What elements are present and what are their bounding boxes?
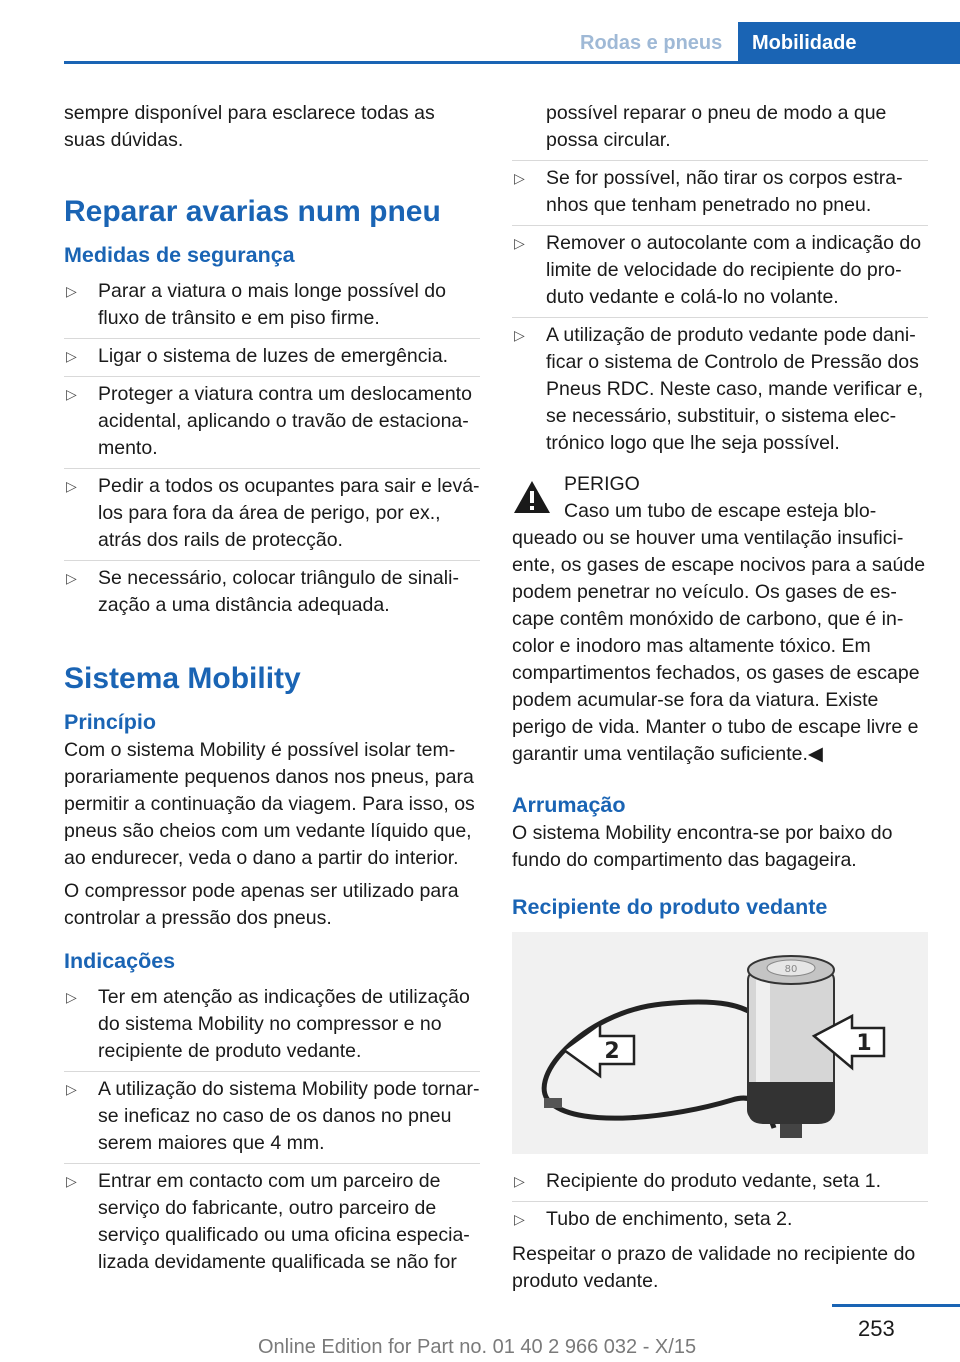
heading-mobility: Sistema Mobility [64,662,301,695]
triangle-right-icon: ▷ [514,170,525,186]
sealant-container-figure [512,932,928,1154]
list-item: ▷ Remover o autocolante com a indicação do limite de velocidade do recipiente do produto vedante e colá-lo no volante. [512,226,928,318]
heading-repair: Reparar avarias num pneu [64,195,441,228]
list-item: possível reparar o pneu de modo a que possa circular. [512,100,928,161]
arrow-1-label: 1 [856,1031,872,1056]
sealant-kit-illustration [512,932,928,1154]
arrow-2-icon [564,1024,634,1076]
left-column [64,100,480,1290]
triangle-right-icon: ▷ [66,348,77,364]
list-item: ▷ Parar a viatura o mais longe possível do fluxo de trânsito e em piso firme. [64,274,480,339]
list-item: ▷ Ter em atenção as indicações de utilização do sistema Mobility no compressor e no recipiente de produto vedante. [64,980,480,1072]
heading-safety: Medidas de segurança [64,243,295,267]
principle-paragraph-1: Com o sistema Mobility é possível isolar temporariamente pequenos danos nos pneus, para permitir a continuação da viagem. Para isso, os pneus são cheios com um vedante líquido que, ao endurecer, veda o dano a partir do interior. [64,739,475,869]
warning-text: Caso um tubo de escape esteja bloqueado ou se houver uma ventilação insuficiente, os gases de escape nocivos para a saúde podem penetrar no veículo. Os gases de escape contêm monóxido de carbono, que é incolor e inodoro mas altamente tóxico. Em compartimentos fechados, os gases de escape podem acumular-se fora da viatura. Existe perigo de vida. Manter o tubo de escape livre e garantir uma ventilação suficiente.◀ [512,500,926,765]
right-column [512,100,928,1307]
warning-block [512,471,928,768]
cap-label: 80 [784,964,798,975]
page-number: 253 [858,1316,895,1341]
intro-paragraph: sempre disponível para esclarece todas as suas dúvidas. [64,102,435,151]
list-item: ▷ Ligar o sistema de luzes de emergência. [64,339,480,377]
list-item: ▷ Pedir a todos os ocupantes para sair e levá-los para fora da área de perigo, por ex., atrás dos rails de protecção. [64,469,480,561]
triangle-right-icon: ▷ [514,235,525,251]
triangle-right-icon: ▷ [514,327,525,343]
list-item: ▷ Se necessário, colocar triângulo de sinalização a uma distância adequada. [66,567,459,616]
triangle-right-icon: ▷ [66,1081,77,1097]
list-item: ▷ A utilização de produto vedante pode danificar o sistema de Controlo de Pressão dos Pneus RDC. Neste caso, mande verificar e, se necessário, substituir, o sistema electrónico logo que lhe seja possível. [514,324,924,454]
heading-principle: Princípio [64,710,156,734]
principle-paragraph-2: O compressor pode apenas ser utilizado para controlar a pressão dos pneus. [64,880,459,929]
list-item: ▷ Proteger a viatura contra um deslocamento acidental, aplicando o travão de estacionamento. [64,377,480,469]
footer-rule [832,1304,960,1307]
edition-line: Online Edition for Part no. 01 40 2 966 032 - X/15 [258,1336,697,1358]
warning-triangle-icon [512,479,552,515]
list-item: ▷ Recipiente do produto vedante, seta 1. [512,1164,928,1202]
warning-title: PERIGO [564,473,640,495]
storage-paragraph: O sistema Mobility encontra-se por baixo do fundo do compartimento das bagageira. [512,822,893,871]
triangle-right-icon: ▷ [66,386,77,402]
header-rule [64,61,960,64]
validity-paragraph: Respeitar o prazo de validade no recipiente do produto vedante. [512,1243,916,1292]
list-item: ▷ A utilização do sistema Mobility pode tornar-se ineficaz no caso de os danos no pneu serem maiores que 4 mm. [64,1072,480,1164]
heading-container: Recipiente do produto vedante [512,895,828,919]
arrow-2-label: 2 [604,1039,620,1064]
safety-list [64,274,480,625]
list-item: ▷ Entrar em contacto com um parceiro de serviço do fabricante, outro parceiro de serviço qualificado ou uma oficina especializada devidamente qualificada se não for [66,1170,470,1273]
triangle-right-icon: ▷ [66,283,77,299]
list-item: ▷ Se for possível, não tirar os corpos estranhos que tenham penetrado no pneu. [512,161,928,226]
page-header [0,0,960,64]
triangle-right-icon: ▷ [514,1211,525,1227]
triangle-right-icon: ▷ [66,478,77,494]
heading-storage: Arrumação [512,793,626,817]
heading-notes: Indicações [64,949,176,973]
triangle-right-icon: ▷ [514,1173,525,1189]
list-item: ▷ Tubo de enchimento, seta 2. [512,1202,928,1239]
triangle-right-icon: ▷ [66,1173,77,1189]
triangle-right-icon: ▷ [66,989,77,1005]
header-section-label: Rodas e pneus [580,32,723,54]
header-chapter-tab: Mobilidade [738,22,960,64]
triangle-right-icon: ▷ [66,570,77,586]
continued-list [512,100,928,463]
notes-list [64,980,480,1282]
figure-legend-list [512,1164,928,1239]
